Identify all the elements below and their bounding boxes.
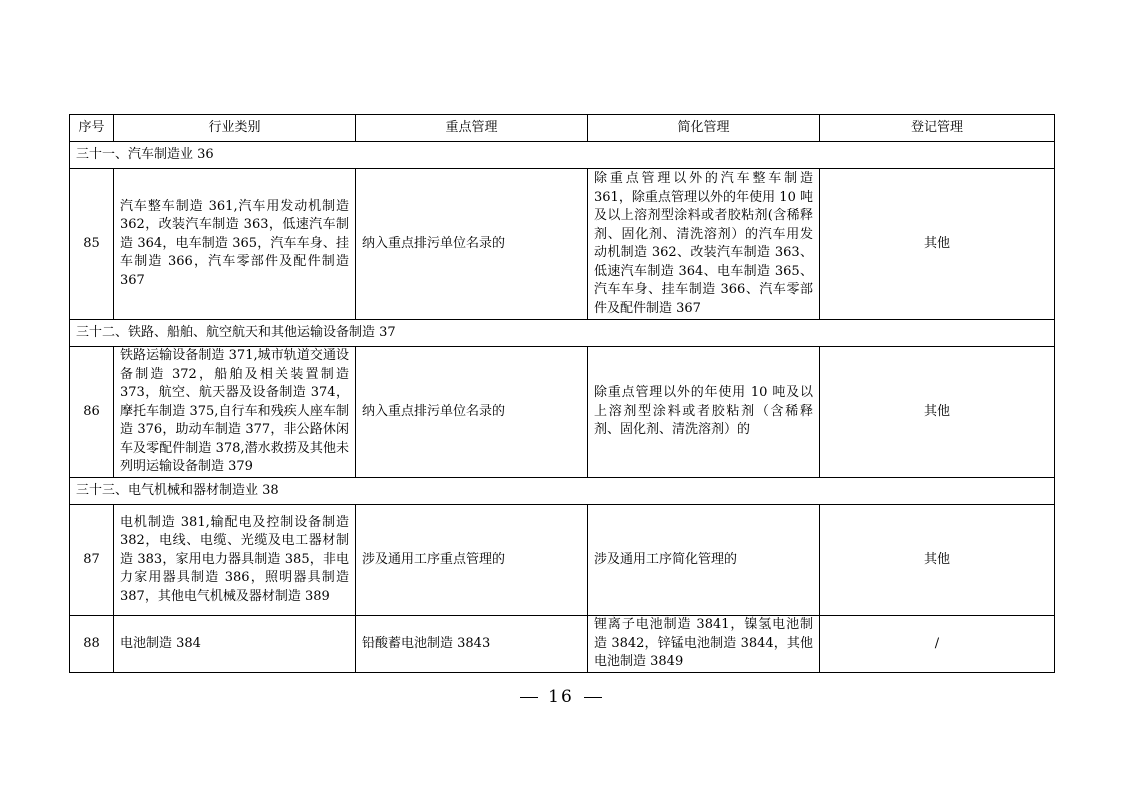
dash-left (520, 697, 538, 698)
row-key-management: 铅酸蓄电池制造 3843 (356, 616, 588, 673)
header-registration-management: 登记管理 (820, 115, 1055, 142)
section-title: 三十一、汽车制造业 36 (70, 142, 1055, 169)
row-registration-management: 其他 (820, 505, 1055, 616)
row-simplified-management: 除重点管理以外的汽车整车制造 361，除重点管理以外的年使用 10 吨及以上溶剂型涂料或者胶粘剂(含稀释剂、固化剂、清洗溶剂）的汽车用发动机制造 362、改装汽车制造 363、低速汽车制造 364、电车制造 365、汽车车身、挂车制造 366、汽车零部件及配件制造 367 (588, 169, 820, 320)
section-row (70, 478, 1055, 505)
row-category: 汽车整车制造 361,汽车用发动机制造 362，改装汽车制造 363，低速汽车制造 364，电车制造 365，汽车车身、挂车制造 366，汽车零部件及配件制造 367 (114, 169, 356, 320)
row-index: 86 (70, 347, 114, 478)
section-row (70, 142, 1055, 169)
row-key-management: 纳入重点排污单位名录的 (356, 169, 588, 320)
dash-right (584, 697, 602, 698)
header-simplified-management: 简化管理 (588, 115, 820, 142)
row-key-management: 纳入重点排污单位名录的 (356, 347, 588, 478)
row-registration-management: 其他 (820, 169, 1055, 320)
row-category: 铁路运输设备制造 371,城市轨道交通设备制造 372，船舶及相关装置制造 373，航空、航天器及设备制造 374，摩托车制造 375,自行车和残疾人座车制造 376，助动车制造 377，非公路休闲车及零配件制造 378,潜水救捞及其他未列明运输设备制造 379 (114, 347, 356, 478)
page-number (0, 687, 1122, 707)
row-registration-management: / (820, 616, 1055, 673)
row-registration-management: 其他 (820, 347, 1055, 478)
section-title: 三十三、电气机械和器材制造业 38 (70, 478, 1055, 505)
row-index: 87 (70, 505, 114, 616)
section-title: 三十二、铁路、船舶、航空航天和其他运输设备制造 37 (70, 320, 1055, 347)
header-row (70, 115, 1055, 142)
row-index: 88 (70, 616, 114, 673)
table-row (70, 169, 1055, 320)
row-index: 85 (70, 169, 114, 320)
classification-table (69, 114, 1055, 673)
table-row (70, 616, 1055, 673)
header-index: 序号 (70, 115, 114, 142)
row-simplified-management: 锂离子电池制造 3841，镍氢电池制造 3842，锌锰电池制造 3844，其他电池制造 3849 (588, 616, 820, 673)
table-row (70, 347, 1055, 478)
row-category: 电池制造 384 (114, 616, 356, 673)
row-category: 电机制造 381,输配电及控制设备制造 382，电线、电缆、光缆及电工器材制造 383，家用电力器具制造 385，非电力家用器具制造 386，照明器具制造 387，其他电气机械及器材制造 389 (114, 505, 356, 616)
page-number-text: 16 (548, 687, 574, 707)
header-key-management: 重点管理 (356, 115, 588, 142)
row-key-management: 涉及通用工序重点管理的 (356, 505, 588, 616)
section-row (70, 320, 1055, 347)
header-category: 行业类别 (114, 115, 356, 142)
row-simplified-management: 除重点管理以外的年使用 10 吨及以上溶剂型涂料或者胶粘剂（含稀释剂、固化剂、清洗溶剂）的 (588, 347, 820, 478)
row-simplified-management: 涉及通用工序简化管理的 (588, 505, 820, 616)
table-row (70, 505, 1055, 616)
